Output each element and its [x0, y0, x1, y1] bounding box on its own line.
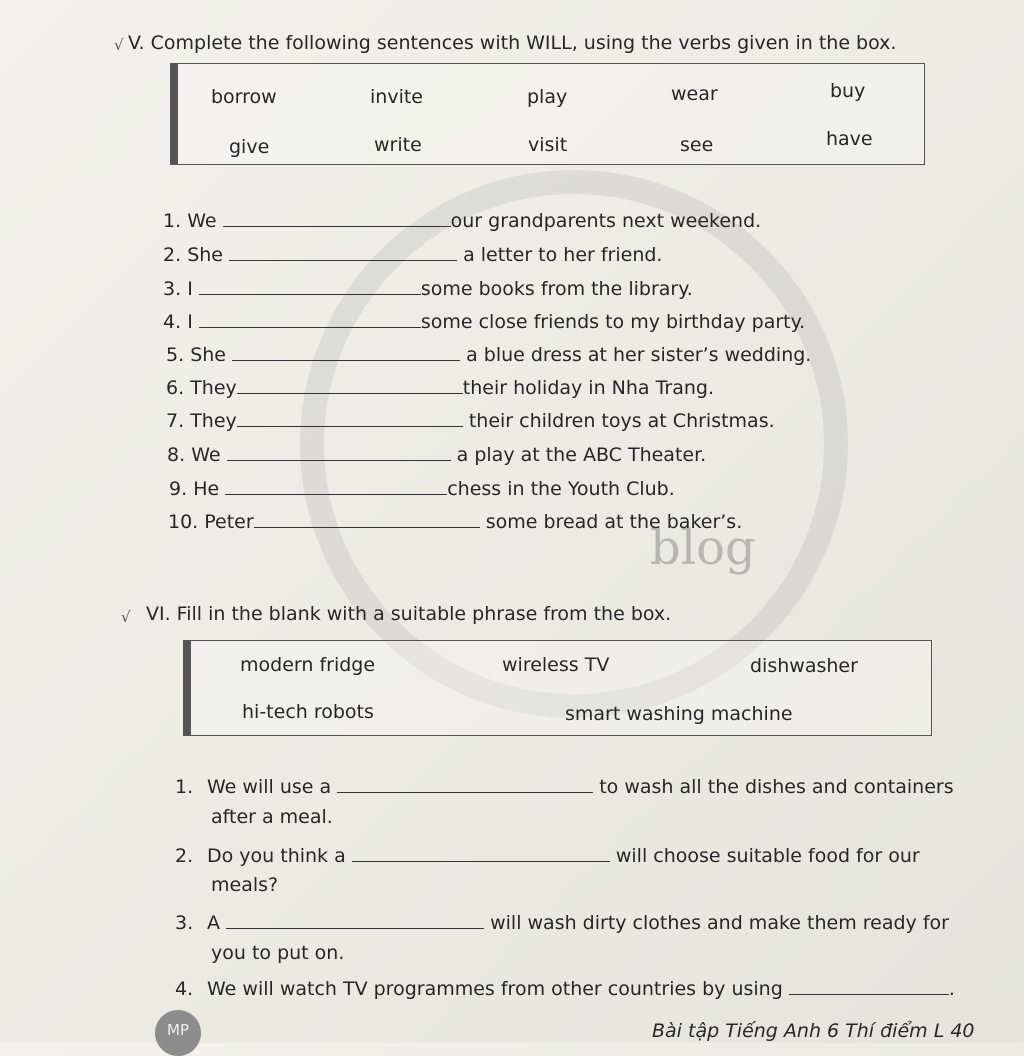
answer-blank[interactable]	[225, 476, 447, 495]
exercise-item-continuation: after a meal.	[211, 806, 333, 828]
verb-word: write	[374, 134, 422, 156]
verb-word: play	[527, 86, 568, 108]
exercise-item-continuation: you to put on.	[211, 942, 345, 964]
phrase-word: modern fridge	[240, 654, 376, 676]
exercise-item: 2. Do you think a will choose suitable food for our	[175, 845, 920, 867]
answer-blank[interactable]	[229, 242, 457, 261]
exercise-item: 4. I some close friends to my birthday party.	[163, 311, 806, 333]
section-v-heading: V. Complete the following sentences with WILL, using the verbs given in the box.	[128, 32, 897, 54]
answer-blank[interactable]	[232, 342, 460, 361]
verb-word: buy	[830, 80, 866, 102]
answer-blank[interactable]	[199, 309, 421, 328]
exercise-item: 8. We a play at the ABC Theater.	[167, 444, 707, 466]
exercise-item: 5. She a blue dress at her sister’s wedding.	[166, 344, 812, 366]
verb-word: invite	[370, 86, 423, 108]
answer-blank[interactable]	[226, 910, 484, 929]
watermark-text: blog	[650, 520, 756, 576]
exercise-item: 2. She a letter to her friend.	[163, 244, 663, 266]
verb-word: give	[229, 136, 270, 158]
phrase-word: smart washing machine	[565, 703, 793, 725]
verb-word: see	[680, 134, 714, 156]
verb-word: visit	[528, 134, 568, 156]
answer-blank[interactable]	[199, 276, 421, 295]
verb-word: borrow	[211, 86, 277, 108]
exercise-item: 3. A will wash dirty clothes and make them ready for	[175, 912, 949, 934]
phrase-word: dishwasher	[750, 655, 858, 677]
answer-blank[interactable]	[337, 774, 593, 793]
exercise-item: 3. I some books from the library.	[163, 278, 693, 300]
phrase-word: hi-tech robots	[242, 701, 374, 723]
answer-blank[interactable]	[237, 408, 463, 427]
footer-text: Bài tập Tiếng Anh 6 Thí điểm L 40	[652, 1020, 975, 1042]
verb-box	[170, 63, 925, 165]
exercise-item: 9. He chess in the Youth Club.	[169, 478, 675, 500]
verb-word: wear	[671, 83, 718, 105]
exercise-item: 4. We will watch TV programmes from other countries by using .	[175, 978, 955, 1000]
answer-blank[interactable]	[223, 208, 451, 227]
checkmark-icon: √	[121, 608, 131, 626]
answer-blank[interactable]	[789, 976, 949, 995]
exercise-item: 6. They their holiday in Nha Trang.	[166, 377, 715, 399]
exercise-item: 10. Peter some bread at the baker’s.	[168, 511, 743, 533]
phrase-word: wireless TV	[502, 654, 610, 676]
exercise-item: 7. They their children toys at Christmas.	[166, 410, 775, 432]
mp-logo: MP	[155, 1010, 201, 1056]
verb-word: have	[826, 128, 873, 150]
section-vi-heading: VI. Fill in the blank with a suitable phrase from the box.	[146, 603, 672, 625]
answer-blank[interactable]	[237, 375, 463, 394]
phrase-box	[183, 640, 932, 736]
exercise-item-continuation: meals?	[211, 874, 279, 896]
answer-blank[interactable]	[254, 509, 480, 528]
answer-blank[interactable]	[352, 843, 610, 862]
answer-blank[interactable]	[227, 442, 451, 461]
exercise-item: 1. We our grandparents next weekend.	[163, 210, 762, 232]
exercise-item: 1. We will use a to wash all the dishes and containers	[175, 776, 954, 798]
checkmark-icon: √	[114, 36, 124, 54]
